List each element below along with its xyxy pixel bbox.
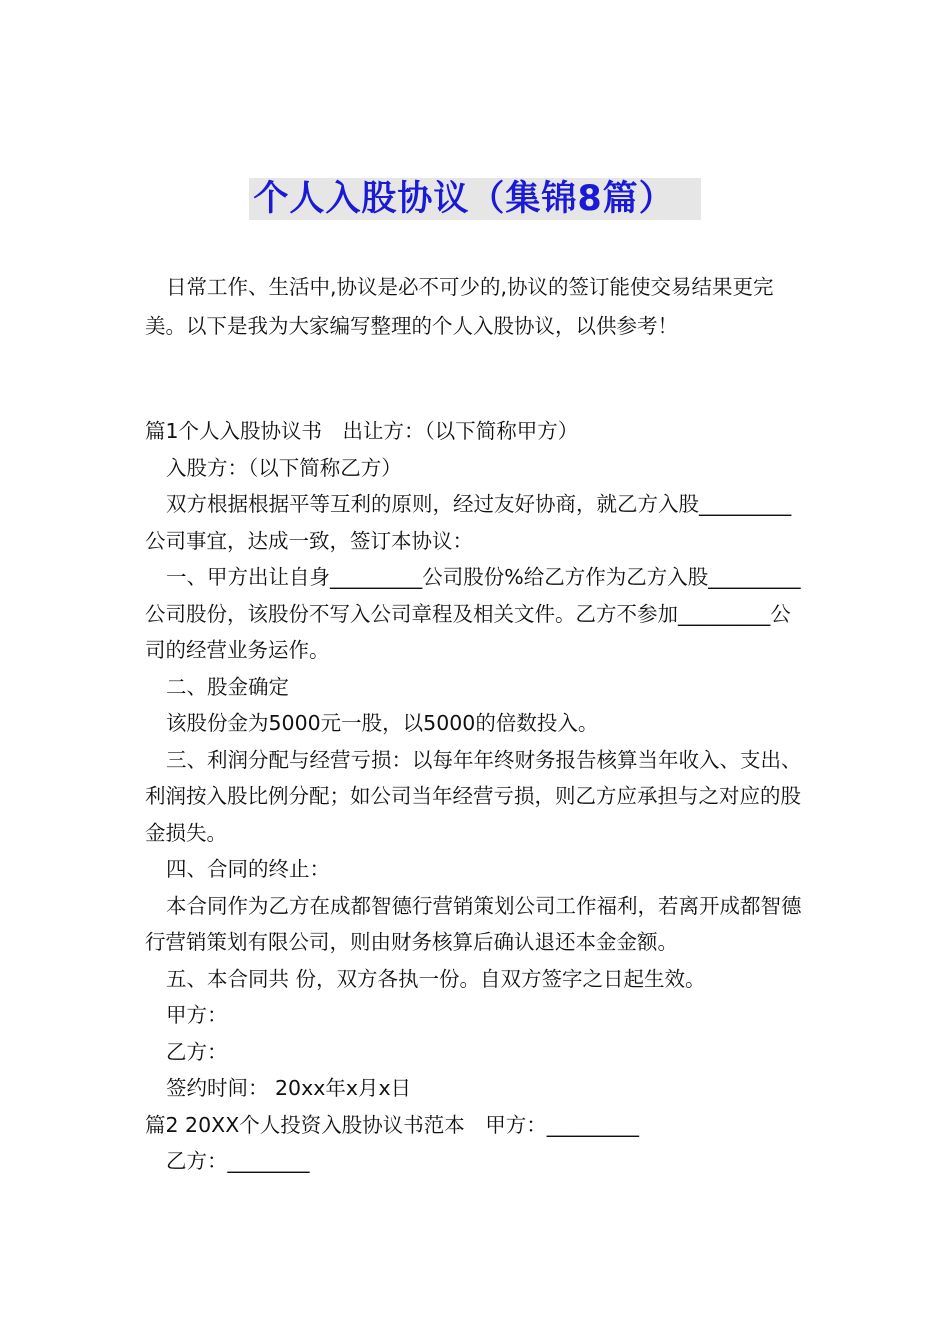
- section-heading: 篇2 20XX个人投资入股协议书范本 甲方：_________: [145, 1112, 639, 1137]
- paragraph: 三、利润分配与经营亏损：以每年年终财务报告核算当年收入、支出、利润按入股比例分配；如公司当年经营亏损，则乙方应承担与之对应的股金损失。: [145, 747, 802, 845]
- section-heading: 篇1个人入股协议书 出让方：（以下简称甲方）: [145, 419, 579, 443]
- paragraph: 五、本合同共 份，双方各执一份。自双方签字之日起生效。: [166, 966, 706, 991]
- paragraph: 双方根据根据平等互利的原则，经过友好协商，就乙方入股_________公司事宜，达成一致，签订本协议：: [145, 492, 792, 553]
- signature-line-party-a: 甲方：: [166, 1003, 228, 1027]
- paragraph: 入股方：（以下简称乙方）: [166, 455, 402, 480]
- agreement-body: [145, 413, 808, 1180]
- paragraph: 本合同作为乙方在成都智德行营销策划公司工作福利，若离开成都智德行营销策划有限公司，则由财务核算后确认退还本金金额。: [145, 893, 802, 954]
- document-title: 个人入股协议（集锦8篇）: [249, 178, 700, 220]
- intro-section: [145, 268, 808, 346]
- paragraph: 一、甲方出让自身_________公司股份%给乙方作为乙方入股_________公司股份，该股份不写入公司章程及相关文件。乙方不参加_________公司的经营业务运作。: [145, 565, 801, 662]
- paragraph: 乙方：________: [166, 1149, 310, 1173]
- paragraph: 该股份金为5000元一股，以5000的倍数投入。: [166, 711, 599, 735]
- clause-heading: 四、合同的终止：: [166, 857, 330, 881]
- document-title-wrap: [0, 178, 950, 220]
- clause-heading: 二、股金确定: [166, 674, 289, 699]
- intro-paragraph: 日常工作、生活中,协议是必不可少的,协议的签订能使交易结果更完美。以下是我为大家编写整理的个人入股协议，以供参考！: [145, 275, 774, 338]
- signing-date: 签约时间： 20xx年x月x日: [166, 1076, 412, 1100]
- signature-line-party-b: 乙方：: [166, 1039, 228, 1064]
